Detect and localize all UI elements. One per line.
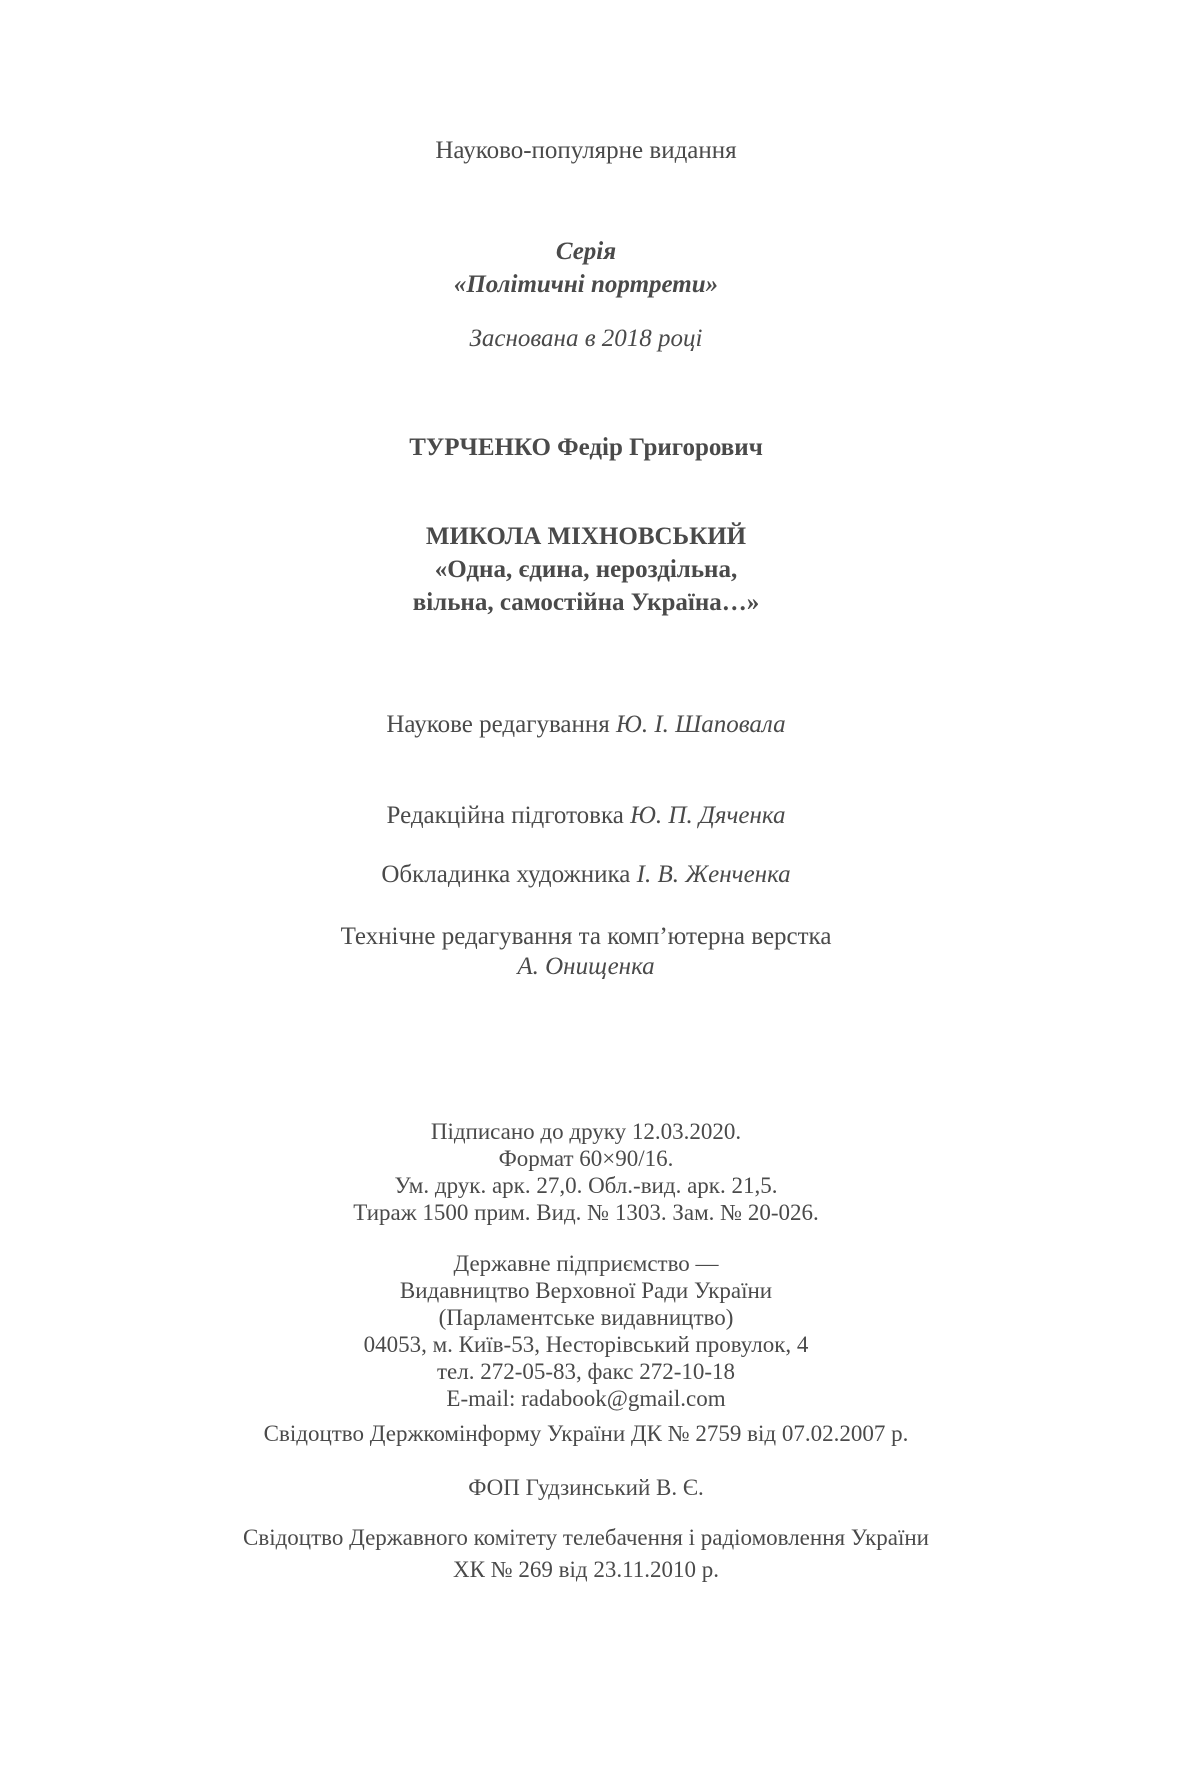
publication-type: Науково-популярне видання xyxy=(435,137,737,164)
series-label: Серія xyxy=(555,238,617,265)
publisher-phone: тел. 272-05-83, факс 272-10-18 xyxy=(436,1359,736,1384)
publisher-email: E-mail: radabook@gmail.com xyxy=(446,1386,726,1411)
imprint-run: Тираж 1500 прим. Вид. № 1303. Зам. № 20-026. xyxy=(353,1200,819,1225)
editorial-label: Редакційна підготовка xyxy=(386,802,624,829)
book-subtitle-line2: вільна, самостійна Україна…» xyxy=(412,589,760,616)
cover-name: І. В. Женченка xyxy=(636,861,791,888)
scientific-editing-name: Ю. І. Шаповала xyxy=(616,711,786,738)
editorial-name: Ю. П. Дяченка xyxy=(630,802,786,829)
editorial-credit xyxy=(0,801,1177,831)
cover-credit xyxy=(0,860,1177,890)
imprint-signed: Підписано до друку 12.03.2020. xyxy=(430,1119,742,1144)
imprint-sheets: Ум. друк. арк. 27,0. Обл.-вид. арк. 21,5. xyxy=(394,1173,778,1198)
imprint-format: Формат 60×90/16. xyxy=(498,1146,674,1171)
publisher-line2: Видавництво Верховної Ради України xyxy=(399,1278,773,1303)
book-subtitle-line1: «Одна, єдина, нероздільна, xyxy=(434,556,738,583)
publisher-line1: Державне підприємство — xyxy=(453,1251,719,1276)
series-name: «Політичні портрети» xyxy=(453,271,719,298)
printer-name: ФОП Гудзинський В. Є. xyxy=(468,1475,704,1500)
author-surname: ТУРЧЕНКО xyxy=(409,434,551,461)
scientific-editing-credit xyxy=(0,710,1177,740)
book-title: МИКОЛА МІХНОВСЬКИЙ xyxy=(425,523,747,550)
publisher-line3: (Парламентське видавництво) xyxy=(438,1305,734,1330)
series-founded: Заснована в 2018 році xyxy=(469,325,703,352)
author-line xyxy=(0,433,1177,463)
printer-certificate-line1: Свідоцтво Державного комітету телебачення і радіомовлення України xyxy=(243,1525,929,1550)
publisher-address: 04053, м. Київ-53, Несторівський провулок, 4 xyxy=(363,1332,809,1357)
cover-label: Обкладинка художника xyxy=(381,861,631,888)
layout-credit-label: Технічне редагування та комп’ютерна верстка xyxy=(340,923,832,950)
layout-credit-name: А. Онищенка xyxy=(517,953,655,980)
printer-certificate-line2: ХК № 269 від 23.11.2010 р. xyxy=(453,1557,719,1582)
publisher-certificate: Свідоцтво Держкомінформу України ДК № 2759 від 07.02.2007 р. xyxy=(263,1421,909,1446)
scientific-editing-label: Наукове редагування xyxy=(386,711,610,738)
author-given-names: Федір Григорович xyxy=(557,434,763,461)
